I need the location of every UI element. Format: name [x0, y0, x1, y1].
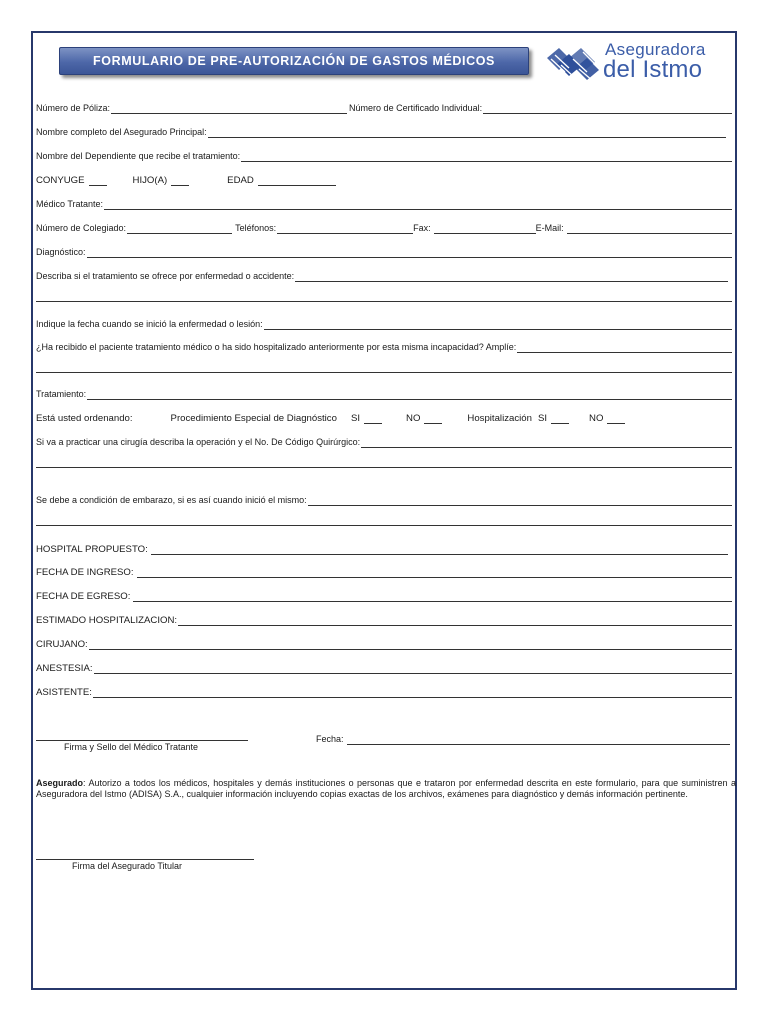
colegiado-line[interactable] [127, 224, 232, 234]
medico-signature-caption: Firma y Sello del Médico Tratante [64, 742, 199, 752]
fax-line[interactable] [434, 224, 536, 234]
hospitalizacion-si-line[interactable] [551, 414, 569, 424]
email-label: E-Mail: [535, 223, 564, 233]
anestesia-label: ANESTESIA: [36, 663, 93, 674]
asegurado-principal-label: Nombre completo del Asegurado Principal: [36, 127, 207, 137]
row-contacto [36, 218, 732, 234]
diagnostico-line[interactable] [87, 248, 732, 258]
hospitalizacion-label: Hospitalización [467, 413, 532, 424]
diagnostico-label: Diagnóstico: [36, 247, 86, 257]
egreso-label: FECHA DE EGRESO: [36, 591, 131, 602]
row-embarazo [36, 490, 732, 506]
row-poliza [36, 98, 732, 114]
enfermedad-accidente-line[interactable] [295, 272, 728, 282]
row-diagnostico [36, 242, 732, 258]
dependiente-label: Nombre del Dependiente que recibe el tratamiento: [36, 151, 241, 161]
row-asistente [36, 682, 732, 698]
colegiado-label: Número de Colegiado: [36, 223, 127, 233]
row-anestesia [36, 658, 732, 674]
medico-signature-line[interactable] [36, 740, 248, 741]
ordenando-label: Está usted ordenando: [36, 413, 133, 424]
row-fecha-inicio [36, 314, 732, 330]
procedimiento-si-line[interactable] [364, 414, 382, 424]
asistente-line[interactable] [93, 688, 732, 698]
medico-line[interactable] [104, 200, 732, 210]
hospitalizacion-si-label: SI [537, 413, 548, 424]
logo-text-top: Aseguradora [605, 40, 706, 59]
poliza-label: Número de Póliza: [36, 103, 111, 113]
email-line[interactable] [567, 224, 732, 234]
estimado-line[interactable] [178, 616, 732, 626]
telefonos-label: Teléfonos: [235, 223, 277, 233]
fecha-inicio-line[interactable] [264, 320, 732, 330]
anestesia-line[interactable] [94, 664, 732, 674]
procedimiento-label: Procedimiento Especial de Diagnóstico [170, 413, 337, 424]
row-estimado [36, 610, 732, 626]
company-logo [545, 40, 735, 88]
row-tratamiento-previo [36, 337, 732, 353]
logo-text-bottom: del Istmo [603, 56, 703, 83]
row-medico [36, 194, 732, 210]
cirugia-extra-line[interactable] [36, 467, 732, 468]
embarazo-extra-line[interactable] [36, 525, 732, 526]
consent-paragraph [36, 778, 736, 800]
consent-lead: Asegurado [36, 778, 84, 788]
fecha-inicio-label: Indique la fecha cuando se inició la enfermedad o lesión: [36, 319, 263, 329]
row-dependiente [36, 146, 732, 162]
edad-line[interactable] [258, 176, 336, 186]
medico-label: Médico Tratante: [36, 199, 104, 209]
row-ingreso [36, 562, 732, 578]
hijo-line[interactable] [171, 176, 189, 186]
tratamiento-previo-extra-line[interactable] [36, 372, 732, 373]
hospitalizacion-no-label: NO [589, 413, 604, 424]
cirujano-line[interactable] [89, 640, 732, 650]
hospitalizacion-no-line[interactable] [607, 414, 625, 424]
consent-text: : Autorizo a todos los médicos, hospitales y demás instituciones o personas que e trataron por enfermedad descrita en este formulario, para que suministren a Aseguradora del Istmo (ADISA) S.A., cualquier información incluyendo copias exactas de los archivos, exámenes para diagnóstico y demás información pertinente. [36, 778, 736, 799]
edad-label: EDAD [227, 175, 254, 186]
ingreso-line[interactable] [137, 568, 732, 578]
cirugia-label: Si va a practicar una cirugía describa la operación y el No. De Código Quirúrgico: [36, 437, 361, 447]
row-ordenando [36, 408, 732, 424]
titular-signature-line[interactable] [36, 859, 254, 860]
enfermedad-accidente-extra-line[interactable] [36, 301, 732, 302]
asistente-label: ASISTENTE: [36, 687, 92, 698]
tratamiento-line[interactable] [87, 390, 732, 400]
conyuge-label: CONYUGE [36, 175, 85, 186]
hospital-line[interactable] [151, 545, 728, 555]
asegurado-principal-line[interactable] [208, 128, 726, 138]
procedimiento-no-label: NO [406, 413, 421, 424]
poliza-line[interactable] [111, 104, 347, 114]
logo-waves-icon [545, 44, 601, 82]
estimado-label: ESTIMADO HOSPITALIZACION: [36, 615, 178, 626]
cirujano-label: CIRUJANO: [36, 639, 88, 650]
tratamiento-previo-line[interactable] [517, 343, 732, 353]
fecha-firma-label: Fecha: [316, 734, 344, 744]
form-title: FORMULARIO DE PRE-AUTORIZACIÓN DE GASTOS MÉDICOS [59, 47, 529, 75]
row-tratamiento [36, 384, 732, 400]
row-fecha-firma [316, 729, 730, 745]
enfermedad-accidente-label: Describa si el tratamiento se ofrece por enfermedad o accidente: [36, 271, 295, 281]
conyuge-line[interactable] [89, 176, 107, 186]
embarazo-line[interactable] [308, 496, 732, 506]
cirugia-line[interactable] [361, 438, 732, 448]
certificado-line[interactable] [483, 104, 732, 114]
row-egreso [36, 586, 732, 602]
row-cirugia [36, 432, 732, 448]
row-parentesco [36, 170, 732, 186]
hospital-label: HOSPITAL PROPUESTO: [36, 544, 148, 555]
egreso-line[interactable] [133, 592, 732, 602]
fecha-firma-line[interactable] [347, 735, 730, 745]
hijo-label: HIJO(A) [132, 175, 168, 186]
tratamiento-previo-label: ¿Ha recibido el paciente tratamiento médico o ha sido hospitalizado anteriormente por esta misma incapacidad? Amplíe: [36, 342, 517, 352]
fax-label: Fax: [413, 223, 431, 233]
ingreso-label: FECHA DE INGRESO: [36, 567, 134, 578]
procedimiento-no-line[interactable] [424, 414, 442, 424]
dependiente-line[interactable] [241, 152, 732, 162]
certificado-label: Número de Certificado Individual: [349, 103, 483, 113]
row-enfermedad-accidente [36, 266, 732, 282]
row-hospital [36, 539, 732, 555]
procedimiento-si-label: SI [350, 413, 361, 424]
titular-signature-caption: Firma del Asegurado Titular [72, 861, 183, 871]
row-asegurado-principal [36, 122, 732, 138]
telefonos-line[interactable] [277, 224, 413, 234]
embarazo-label: Se debe a condición de embarazo, si es así cuando inició el mismo: [36, 495, 307, 505]
tratamiento-label: Tratamiento: [36, 389, 87, 399]
row-cirujano [36, 634, 732, 650]
